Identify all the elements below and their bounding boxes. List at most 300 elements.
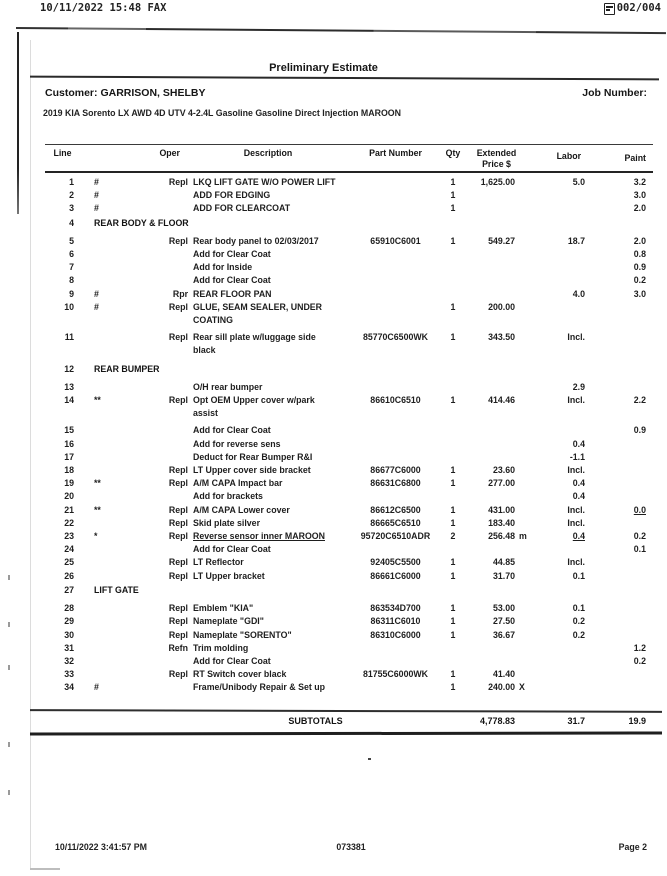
estimate-line-row — [45, 288, 648, 301]
labor-hours — [530, 274, 585, 287]
scan-speck — [8, 790, 10, 795]
price-flag — [515, 517, 530, 530]
part-number — [348, 176, 443, 189]
line-description: RT Switch cover black — [193, 669, 287, 680]
labor-hours: 0.2 — [572, 629, 585, 640]
table-header-row — [45, 148, 648, 170]
estimate-line-row — [45, 642, 648, 655]
part-number — [348, 490, 443, 503]
extended-price — [463, 543, 515, 556]
line-description: Nameplate "SORENTO" — [193, 629, 292, 640]
quantity — [443, 490, 463, 503]
line-number: 24 — [64, 544, 74, 555]
estimate-line-row — [45, 189, 648, 202]
price-flag — [515, 629, 530, 642]
quantity: 1 — [450, 465, 456, 476]
part-number — [348, 189, 443, 202]
line-number: 15 — [64, 425, 74, 436]
price-flag — [515, 438, 530, 451]
estimate-line-row — [45, 668, 648, 681]
estimate-line-row — [45, 381, 648, 394]
part-number — [348, 451, 443, 464]
labor-hours: Incl. — [567, 504, 585, 515]
operation-code — [110, 274, 188, 287]
labor-hours — [530, 424, 585, 437]
extended-price — [463, 438, 515, 451]
line-marker: * — [94, 531, 98, 542]
line-number: 16 — [64, 438, 74, 449]
price-flag — [515, 235, 530, 248]
line-number: 21 — [64, 504, 74, 515]
column-header-labor: Labor — [556, 151, 581, 161]
line-number: 27 — [64, 584, 74, 595]
line-description: ADD FOR CLEARCOAT — [193, 203, 291, 214]
paint-hours: 0.9 — [633, 262, 646, 273]
part-number: 86311C6010 — [370, 616, 421, 627]
part-number — [348, 301, 443, 327]
extended-price: 431.00 — [488, 504, 515, 515]
estimate-line-row — [45, 543, 648, 556]
line-number: 28 — [64, 603, 74, 614]
line-description: Nameplate "GDI" — [193, 616, 264, 627]
scan-speck — [8, 665, 10, 670]
line-number: 10 — [64, 301, 74, 312]
part-number — [348, 248, 443, 261]
line-marker — [80, 543, 110, 556]
job-number-label: Job Number: — [582, 87, 647, 99]
fax-page-icon — [604, 3, 615, 15]
paint-hours: 3.0 — [633, 190, 646, 201]
part-number: 86310C6000 — [370, 629, 421, 640]
line-marker — [80, 570, 110, 583]
customer-name-line — [45, 87, 205, 99]
quantity: 1 — [450, 616, 456, 627]
scan-speck — [8, 622, 10, 627]
title-divider — [30, 76, 659, 81]
estimate-section-row — [45, 584, 648, 597]
estimate-line-row — [45, 438, 648, 451]
scan-speck — [8, 742, 10, 747]
estimate-line-row — [45, 202, 648, 215]
paint-hours: 0.1 — [633, 544, 646, 555]
labor-hours: 5.0 — [572, 177, 585, 187]
price-flag — [515, 301, 530, 327]
operation-code: Repl — [168, 603, 188, 614]
line-number: 6 — [69, 249, 74, 260]
price-flag — [515, 477, 530, 490]
estimate-line-row — [45, 530, 648, 543]
line-number: 14 — [64, 395, 74, 406]
part-number: 86677C6000 — [370, 465, 421, 476]
labor-hours — [530, 642, 585, 655]
operation-code — [110, 490, 188, 503]
line-number: 18 — [64, 465, 74, 476]
part-number: 863534D700 — [370, 603, 421, 614]
paint-hours — [585, 490, 648, 503]
line-marker — [80, 381, 110, 394]
page-edge-line — [30, 40, 31, 868]
line-marker: ** — [94, 504, 101, 515]
labor-hours: 0.2 — [572, 616, 585, 627]
line-number: 31 — [64, 642, 74, 653]
line-number: 5 — [69, 235, 74, 246]
operation-code — [110, 681, 188, 694]
line-number: 34 — [64, 682, 74, 693]
extended-price: 277.00 — [488, 478, 515, 489]
part-number: 65910C6001 — [370, 235, 421, 246]
price-flag — [515, 570, 530, 583]
quantity — [443, 381, 463, 394]
line-description: Add for Inside — [193, 262, 253, 273]
part-number — [348, 274, 443, 287]
price-flag — [515, 248, 530, 261]
price-flag: X — [519, 682, 525, 693]
paint-hours — [585, 438, 648, 451]
line-description: LKQ LIFT GATE W/O POWER LIFT — [193, 177, 336, 187]
labor-hours: 0.4 — [572, 531, 585, 542]
column-header-extended-price — [463, 148, 530, 170]
fax-page-counter — [604, 2, 661, 14]
operation-code: Repl — [168, 235, 188, 246]
footer-document-number: 073381 — [336, 842, 366, 852]
price-flag — [515, 556, 530, 569]
line-marker — [80, 629, 110, 642]
paint-hours: 2.0 — [633, 235, 646, 246]
paint-hours: 0.2 — [633, 655, 646, 666]
extended-price — [463, 451, 515, 464]
paint-hours: 1.2 — [633, 642, 646, 653]
line-marker: # — [94, 301, 99, 312]
operation-code: Repl — [168, 504, 188, 515]
paint-hours: 0.0 — [633, 504, 646, 515]
paint-hours — [585, 517, 648, 530]
line-description: Rear body panel to 02/03/2017 — [193, 235, 319, 246]
line-number: 3 — [69, 203, 74, 214]
quantity: 2 — [450, 531, 456, 542]
part-number: 86631C6800 — [370, 478, 421, 489]
line-marker — [80, 261, 110, 274]
quantity: 1 — [450, 682, 456, 693]
part-number: 86612C6500 — [370, 504, 421, 515]
line-number: 4 — [69, 217, 74, 228]
extended-price — [463, 490, 515, 503]
part-number — [348, 655, 443, 668]
paint-hours: 3.2 — [633, 177, 646, 187]
price-flag — [515, 261, 530, 274]
quantity: 1 — [450, 517, 456, 528]
estimate-line-row — [45, 424, 648, 437]
line-marker — [80, 235, 110, 248]
quantity — [443, 451, 463, 464]
operation-code — [110, 202, 188, 215]
labor-hours: Incl. — [567, 395, 585, 406]
line-marker — [80, 464, 110, 477]
price-flag — [515, 451, 530, 464]
subtotals-extended-price: 4,778.83 — [479, 716, 515, 726]
labor-hours — [530, 189, 585, 202]
line-description: ADD FOR EDGING — [193, 190, 271, 201]
quantity — [443, 543, 463, 556]
estimate-line-row — [45, 464, 648, 477]
line-marker — [80, 668, 110, 681]
line-number: 1 — [69, 177, 74, 187]
line-description: LT Upper bracket — [193, 570, 265, 581]
paint-hours — [585, 556, 648, 569]
column-header-paint: Paint — [624, 153, 646, 163]
fax-page-counter-text: 002/004 — [616, 2, 661, 14]
labor-hours: 0.1 — [572, 603, 585, 614]
extended-price: 41.40 — [492, 669, 515, 680]
line-marker — [80, 331, 110, 357]
estimate-line-row — [45, 248, 648, 261]
line-description: Frame/Unibody Repair & Set up — [193, 682, 325, 693]
estimate-line-row — [45, 517, 648, 530]
extended-price: 414.46 — [488, 395, 515, 406]
quantity: 1 — [450, 301, 456, 312]
operation-code — [110, 655, 188, 668]
paint-hours — [585, 615, 648, 628]
line-description: LT Upper cover side bracket — [193, 465, 311, 476]
operation-code: Repl — [168, 395, 188, 406]
estimate-line-row — [45, 556, 648, 569]
scan-speck — [30, 868, 60, 870]
column-header-oper: Oper — [159, 148, 180, 158]
estimate-line-row — [45, 274, 648, 287]
price-flag — [515, 490, 530, 503]
labor-hours: 2.9 — [572, 381, 585, 392]
line-description: Reverse sensor inner MAROON — [193, 531, 325, 542]
customer-label: Customer: — [45, 87, 98, 99]
column-header-extended-line1: Extended — [476, 148, 517, 158]
quantity: 1 — [450, 177, 456, 187]
quantity: 1 — [450, 478, 456, 489]
line-description: REAR FLOOR PAN — [193, 288, 272, 299]
estimate-line-row — [45, 570, 648, 583]
part-number — [348, 642, 443, 655]
operation-code: Rpr — [172, 288, 188, 299]
line-number: 30 — [64, 629, 74, 640]
extended-price: 36.67 — [492, 629, 515, 640]
price-flag — [515, 189, 530, 202]
estimate-line-row — [45, 504, 648, 517]
subtotals-label: SUBTOTALS — [288, 716, 343, 726]
line-description: Opt OEM Upper cover w/park assist — [193, 395, 315, 419]
part-number — [348, 424, 443, 437]
operation-code: Refn — [168, 642, 188, 653]
operation-code — [110, 438, 188, 451]
line-marker: ** — [94, 478, 101, 489]
extended-price — [463, 189, 515, 202]
labor-hours — [530, 261, 585, 274]
customer-name: GARRISON, SHELBY — [100, 87, 206, 99]
line-number: 8 — [69, 275, 74, 286]
extended-price — [463, 655, 515, 668]
quantity: 1 — [450, 557, 456, 568]
operation-code — [110, 381, 188, 394]
estimate-line-row — [45, 394, 648, 424]
estimate-line-row — [45, 602, 648, 615]
labor-hours — [530, 668, 585, 681]
estimate-line-row — [45, 301, 648, 331]
extended-price — [463, 424, 515, 437]
line-number: 9 — [69, 288, 74, 299]
paint-hours — [585, 451, 648, 464]
line-marker — [80, 451, 110, 464]
part-number — [348, 202, 443, 215]
table-header-rule — [45, 171, 653, 173]
line-marker — [80, 517, 110, 530]
subtotals-bottom-rule — [30, 731, 662, 735]
extended-price: 343.50 — [488, 332, 515, 343]
labor-hours: Incl. — [567, 465, 585, 476]
part-number: 86665C6510 — [370, 517, 421, 528]
extended-price — [463, 642, 515, 655]
price-flag — [515, 642, 530, 655]
paint-hours: 2.0 — [633, 203, 646, 214]
customer-row — [45, 87, 647, 99]
paint-hours: 3.0 — [633, 288, 646, 299]
quantity: 1 — [450, 603, 456, 614]
paint-hours — [585, 477, 648, 490]
estimate-line-row — [45, 655, 648, 668]
estimate-line-row — [45, 681, 648, 694]
estimate-rows — [45, 176, 648, 695]
estimate-line-row — [45, 235, 648, 248]
footer-datetime: 10/11/2022 3:41:57 PM — [55, 842, 147, 852]
estimate-line-row — [45, 615, 648, 628]
line-description: A/M CAPA Impact bar — [193, 478, 283, 489]
line-marker — [80, 642, 110, 655]
operation-code — [110, 543, 188, 556]
price-flag — [515, 504, 530, 517]
extended-price — [463, 248, 515, 261]
paint-hours — [585, 668, 648, 681]
price-flag — [515, 668, 530, 681]
line-number: 25 — [64, 557, 74, 568]
quantity — [443, 655, 463, 668]
line-number: 11 — [64, 332, 74, 343]
section-title: LIFT GATE — [94, 584, 139, 595]
operation-code: Repl — [168, 669, 188, 680]
labor-hours: 18.7 — [567, 235, 585, 246]
line-marker — [80, 438, 110, 451]
price-flag — [515, 274, 530, 287]
quantity — [443, 261, 463, 274]
labor-hours: Incl. — [567, 332, 585, 343]
line-description: Rear sill plate w/luggage side black — [193, 332, 316, 356]
labor-hours — [530, 248, 585, 261]
extended-price: 256.48 — [488, 531, 515, 542]
part-number — [348, 381, 443, 394]
operation-code — [110, 248, 188, 261]
operation-code: Repl — [168, 332, 188, 343]
paint-hours — [585, 570, 648, 583]
line-number: 22 — [64, 517, 74, 528]
fax-scan-vertical-artifact — [17, 32, 19, 214]
paint-hours: 0.2 — [633, 275, 646, 286]
line-number: 13 — [64, 381, 74, 392]
price-flag — [515, 543, 530, 556]
quantity — [443, 642, 463, 655]
line-marker — [80, 424, 110, 437]
paint-hours: 0.2 — [633, 531, 646, 542]
vehicle-description: 2019 KIA Sorento LX AWD 4D UTV 4-2.4L Gasoline Gasoline Direct Injection MAROON — [43, 108, 401, 118]
extended-price: 44.85 — [492, 557, 515, 568]
labor-hours: -1.1 — [569, 451, 585, 462]
quantity — [443, 274, 463, 287]
column-header-extended-line2: Price $ — [482, 159, 511, 169]
quantity — [443, 424, 463, 437]
price-flag — [515, 176, 530, 189]
line-description: Add for brackets — [193, 491, 263, 502]
line-description: A/M CAPA Lower cover — [193, 504, 290, 515]
labor-hours — [530, 202, 585, 215]
extended-price — [463, 202, 515, 215]
footer-page-number: Page 2 — [618, 842, 647, 852]
estimate-line-row — [45, 176, 648, 189]
quantity — [443, 288, 463, 301]
line-marker: # — [94, 177, 99, 187]
line-number: 17 — [64, 451, 74, 462]
operation-code: Repl — [168, 616, 188, 627]
part-number: 81755C6000WK — [362, 669, 429, 680]
quantity: 1 — [450, 629, 456, 640]
line-marker: # — [94, 682, 99, 693]
price-flag — [515, 331, 530, 357]
part-number: 92405C5500 — [370, 557, 421, 568]
operation-code: Repl — [168, 629, 188, 640]
quantity: 1 — [450, 395, 456, 406]
part-number: 86661C6000 — [370, 570, 421, 581]
line-description: Add for Clear Coat — [193, 544, 271, 555]
column-header-description: Description — [243, 148, 293, 158]
operation-code: Repl — [168, 517, 188, 528]
line-description: LT Reflector — [193, 557, 244, 568]
quantity: 1 — [450, 190, 456, 201]
scan-speck — [8, 575, 10, 580]
extended-price: 549.27 — [488, 235, 515, 246]
table-top-rule — [45, 144, 653, 145]
part-number: 85770C6500WK — [362, 332, 429, 343]
extended-price — [463, 261, 515, 274]
fax-timestamp: 10/11/2022 15:48 FAX — [40, 2, 167, 14]
extended-price — [463, 274, 515, 287]
operation-code — [110, 189, 188, 202]
line-marker — [80, 490, 110, 503]
fax-transmission-header — [40, 2, 661, 14]
estimate-line-row — [45, 477, 648, 490]
scan-speck — [368, 758, 371, 760]
line-number: 33 — [64, 669, 74, 680]
price-flag — [515, 655, 530, 668]
part-number: 86610C6510 — [370, 395, 421, 406]
estimate-line-row — [45, 451, 648, 464]
part-number — [348, 681, 443, 694]
line-marker: ** — [94, 395, 101, 406]
line-description: Emblem "KIA" — [193, 603, 254, 614]
extended-price: 1,625.00 — [480, 177, 515, 187]
quantity — [443, 248, 463, 261]
operation-code — [110, 261, 188, 274]
price-flag — [515, 394, 530, 420]
operation-code: Repl — [168, 465, 188, 476]
fax-scan-line — [16, 27, 666, 34]
line-description: Add for reverse sens — [193, 438, 281, 449]
operation-code: Repl — [168, 531, 188, 542]
line-marker: # — [94, 190, 99, 201]
column-header-part-number: Part Number — [369, 148, 422, 158]
column-header-qty: Qty — [445, 148, 461, 158]
